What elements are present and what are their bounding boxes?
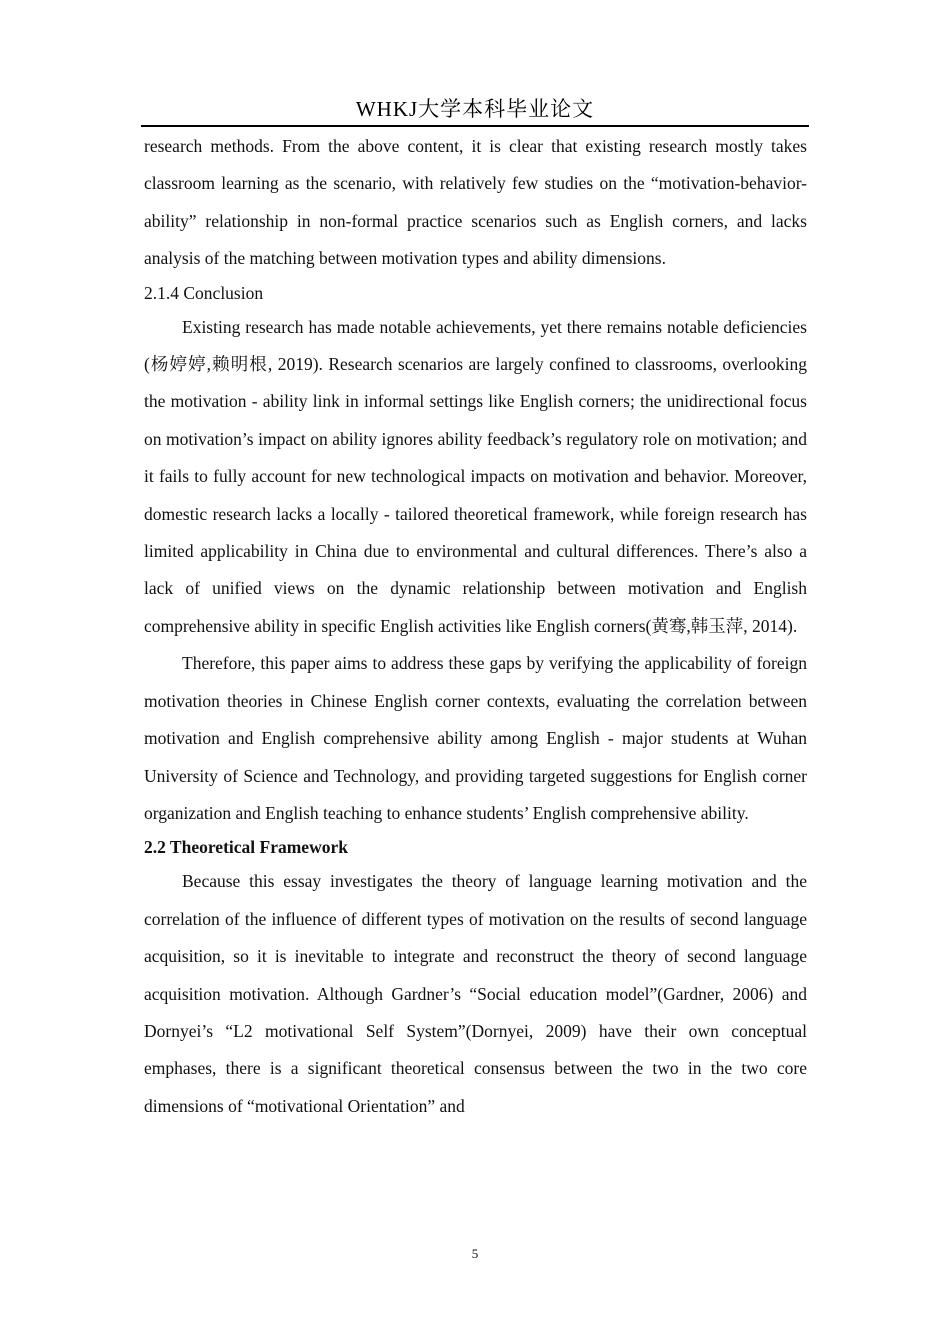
paragraph-aims: Therefore, this paper aims to address these gaps by verifying the applicability of foreign motivation theories in Chinese English corner contexts, evaluating the correlation between motivation and English comprehensive ability among English - major students at Wuhan University of Science and Technology, and providing targeted suggestions for English corner organization and English teaching to enhance students’ English comprehensive ability. bbox=[144, 653, 807, 823]
page-body bbox=[144, 128, 807, 1125]
page-header-title: WHKJ大学本科毕业论文 bbox=[355, 97, 595, 121]
paragraph-research-methods: research methods. From the above content, it is clear that existing research mostly takes classroom learning as the scenario, with relatively few studies on the “motivation-behavior-ability” relationship in non-formal practice scenarios such as English corners, and lacks analysis of the matching between motivation types and ability dimensions. bbox=[144, 136, 807, 269]
section-heading: 2.2 Theoretical Framework bbox=[144, 837, 348, 858]
paragraph-conclusion: Existing research has made notable achievements, yet there remains notable deficiencies (杨婷婷,赖明根, 2019). Research scenarios are largely confined to classrooms, overlooking the motivation - ability link in informal settings like English corners; the unidirectional focus on motivation’s impact on ability ignores ability feedback’s regulatory role on motivation; and it fails to fully account for new technological impacts on motivation and behavior. Moreover, domestic research lacks a locally - tailored theoretical framework, while foreign research has limited applicability in China due to environmental and cultural differences. There’s also a lack of unified views on the dynamic relationship between motivation and English comprehensive ability in specific English activities like English corners(黄骞,韩玉萍, 2014). bbox=[144, 316, 807, 636]
header-rule bbox=[141, 125, 809, 127]
paragraph-theoretical-framework: Because this essay investigates the theory of language learning motivation and the correlation of the influence of different types of motivation on the results of second language acquisition, so it is inevitable to integrate and reconstruct the theory of second language acquisition motivation. Although Gardner’s “Social education model”(Gardner, 2006) and Dornyei’s “L2 motivational Self System”(Dornyei, 2009) have their own conceptual emphases, there is a significant theoretical consensus between the two in the two core dimensions of “motivational Orientation” and bbox=[144, 871, 807, 1116]
subsection-heading: 2.1.4 Conclusion bbox=[144, 282, 264, 303]
page-number: 5 bbox=[471, 1246, 479, 1261]
